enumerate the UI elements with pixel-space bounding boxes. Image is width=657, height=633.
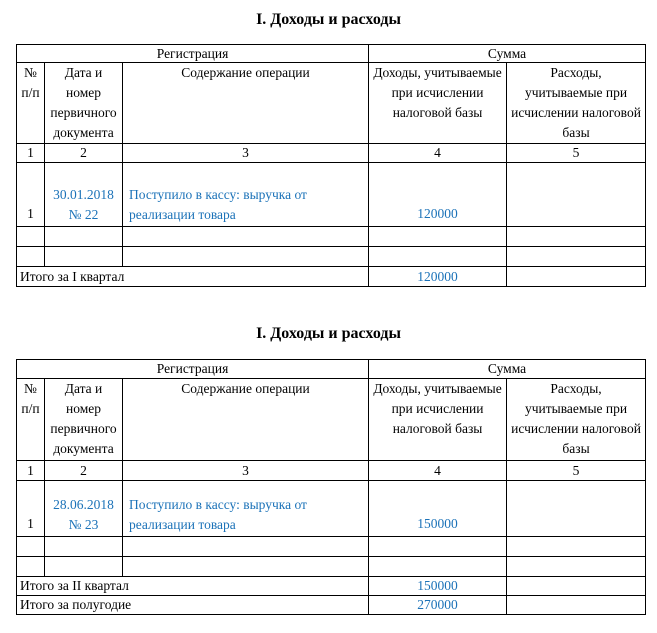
empty-cell <box>369 227 507 247</box>
num-header: № п/п <box>17 63 45 144</box>
income-expense-table <box>16 44 646 287</box>
empty-cell <box>45 537 123 557</box>
total-expense <box>507 596 646 615</box>
empty-cell <box>369 247 507 267</box>
income-expense-table <box>16 359 646 615</box>
col-number: 1 <box>17 461 45 481</box>
registration-header: Регистрация <box>17 360 369 379</box>
income-header: Доходы, учитываемые при исчислении налоговой базы <box>369 63 507 144</box>
date-header: Дата и номер первичного документа <box>45 63 123 144</box>
expense-value <box>507 163 646 227</box>
col-number: 3 <box>123 144 369 163</box>
document-date-number <box>45 163 123 227</box>
col-number: 4 <box>369 144 507 163</box>
empty-cell <box>123 247 369 267</box>
total-expense <box>507 267 646 287</box>
total-income: 150000 <box>369 577 507 596</box>
col-number: 5 <box>507 144 646 163</box>
expense-header: Расходы, учитываемые при исчислении налоговой базы <box>507 63 646 144</box>
empty-cell <box>369 537 507 557</box>
total-income: 270000 <box>369 596 507 615</box>
empty-cell <box>507 557 646 577</box>
income-value: 120000 <box>369 163 507 227</box>
sum-header: Сумма <box>369 45 646 63</box>
content-header: Содержание операции <box>123 379 369 461</box>
section-title: I. Доходы и расходы <box>256 325 401 342</box>
empty-cell <box>507 227 646 247</box>
col-number: 2 <box>45 144 123 163</box>
col-number: 1 <box>17 144 45 163</box>
section-title: I. Доходы и расходы <box>256 11 401 28</box>
content-header: Содержание операции <box>123 63 369 144</box>
num-header: № п/п <box>17 379 45 461</box>
col-number: 5 <box>507 461 646 481</box>
total-expense <box>507 577 646 596</box>
date-header: Дата и номер первичного документа <box>45 379 123 461</box>
operation-content: Поступило в кассу: выручка от реализации товара <box>123 481 369 537</box>
operation-content: Поступило в кассу: выручка от реализации товара <box>123 163 369 227</box>
income-value: 150000 <box>369 481 507 537</box>
empty-cell <box>369 557 507 577</box>
expense-header: Расходы, учитываемые при исчислении налоговой базы <box>507 379 646 461</box>
col-number: 3 <box>123 461 369 481</box>
total-income: 120000 <box>369 267 507 287</box>
total-label: Итого за I квартал <box>17 267 369 287</box>
document-date-number <box>45 481 123 537</box>
col-number: 4 <box>369 461 507 481</box>
empty-cell <box>123 537 369 557</box>
income-header: Доходы, учитываемые при исчислении налоговой базы <box>369 379 507 461</box>
empty-cell <box>507 537 646 557</box>
empty-cell <box>507 247 646 267</box>
sum-header: Сумма <box>369 360 646 379</box>
empty-cell <box>17 227 45 247</box>
registration-header: Регистрация <box>17 45 369 63</box>
empty-cell <box>17 537 45 557</box>
empty-cell <box>45 557 123 577</box>
total-label: Итого за полугодие <box>17 596 369 615</box>
document-number: № 22 <box>68 207 99 222</box>
empty-cell <box>123 227 369 247</box>
total-label: Итого за II квартал <box>17 577 369 596</box>
empty-cell <box>45 247 123 267</box>
empty-cell <box>17 557 45 577</box>
empty-cell <box>45 227 123 247</box>
col-number: 2 <box>45 461 123 481</box>
row-number: 1 <box>17 163 45 227</box>
expense-value <box>507 481 646 537</box>
empty-cell <box>17 247 45 267</box>
row-number: 1 <box>17 481 45 537</box>
document-date: 30.01.2018 <box>53 187 114 202</box>
document-number: № 23 <box>68 517 99 532</box>
document-date: 28.06.2018 <box>53 497 114 512</box>
empty-cell <box>123 557 369 577</box>
